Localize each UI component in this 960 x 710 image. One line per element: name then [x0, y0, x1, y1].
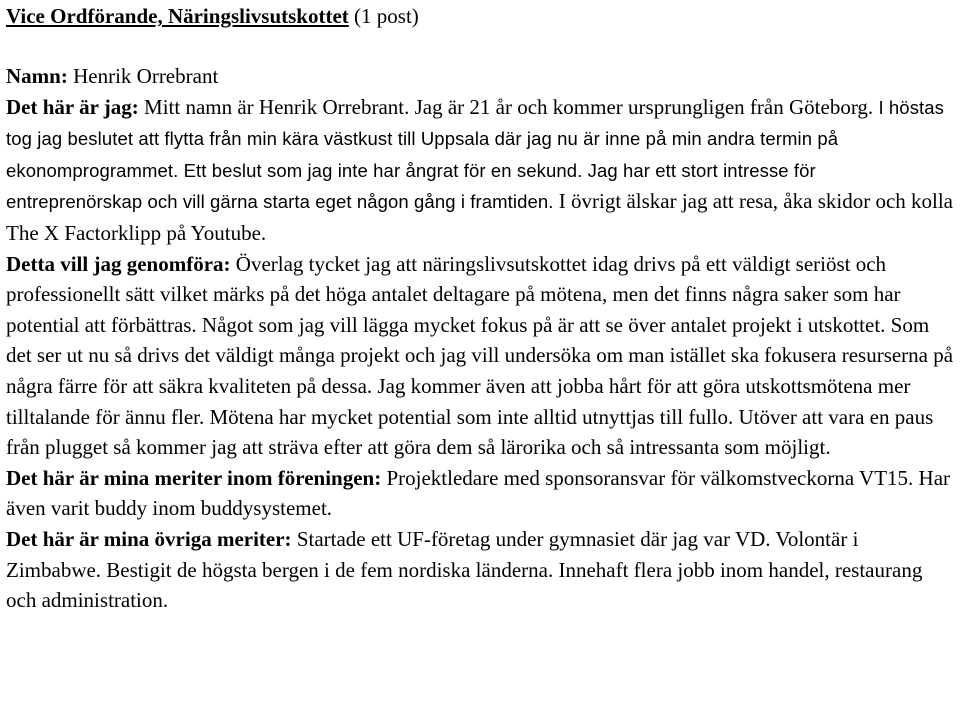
about-intro: Mitt namn är Henrik Orrebrant. Jag är 21 år och kommer ursprungligen från Göteborg.	[144, 94, 874, 119]
candidate-page	[6, 0, 956, 616]
name-line	[6, 61, 956, 92]
about-sans-text: I höstas tog jag beslutet att flytta från min kära västkust till Uppsala där jag nu är inne på min andra termin på ekonomprogrammet. Ett beslut som jag inte har ångrat för en sekund. Jag har ett stort intresse för entreprenörskap och vill gärna starta eget någon gång i framtiden.	[6, 96, 945, 213]
merits-union-label: Det här är mina meriter inom föreningen:	[6, 465, 382, 490]
name-value: Henrik Orrebrant	[73, 64, 219, 88]
goals-section	[6, 249, 956, 463]
position-heading	[6, 1, 956, 31]
merits-other-label: Det här är mina övriga meriter:	[6, 526, 292, 551]
merits-other-text: Startade ett UF-företag under gymnasiet där jag var VD. Volontär i Zimbabwe. Bestigit de högsta bergen i de fem nordiska länderna. Innehaft flera jobb inom handel, restaurang och administration.	[6, 526, 923, 613]
spacer	[6, 31, 956, 61]
merits-union-section	[6, 463, 956, 524]
position-count: (1 post)	[354, 4, 419, 28]
candidate-body	[6, 61, 956, 616]
about-label: Det här är jag:	[6, 94, 139, 119]
goals-text: Överlag tycket jag att näringslivsutskottet idag drivs på ett väldigt seriöst och professionellt sätt vilket märks på det höga antalet deltagare på mötena, men det finns några saker som har potential att förbättras. Något som jag vill lägga mycket fokus på är att se över antalet projekt i utskottet. Som det ser ut nu så drivs det väldigt många projekt och jag vill undersöka om man istället ska fokusera resurserna på några färre för att säkra kvaliteten på dessa. Jag kommer även att jobba hårt för att göra utskottsmötena mer tilltalande för ännu fler. Mötena har mycket potential som inte alltid utnyttjas till fullo. Utöver att vara en paus från plugget så kommer jag att sträva efter att göra dem så lärorika och så intressanta som möjligt.	[6, 251, 954, 460]
name-label: Namn:	[6, 64, 68, 88]
about-outro: I övrigt älskar jag att resa, åka skidor och kolla The X Factorklipp på Youtube.	[6, 189, 953, 245]
merits-other-section	[6, 524, 956, 616]
goals-label: Detta vill jag genomföra:	[6, 251, 231, 276]
about-section	[6, 92, 956, 249]
merits-union-text: Projektledare med sponsoransvar för välkomstveckorna VT15. Har även varit buddy inom buddysystemet.	[6, 465, 951, 521]
position-title: Vice Ordförande, Näringslivsutskottet	[6, 4, 349, 28]
